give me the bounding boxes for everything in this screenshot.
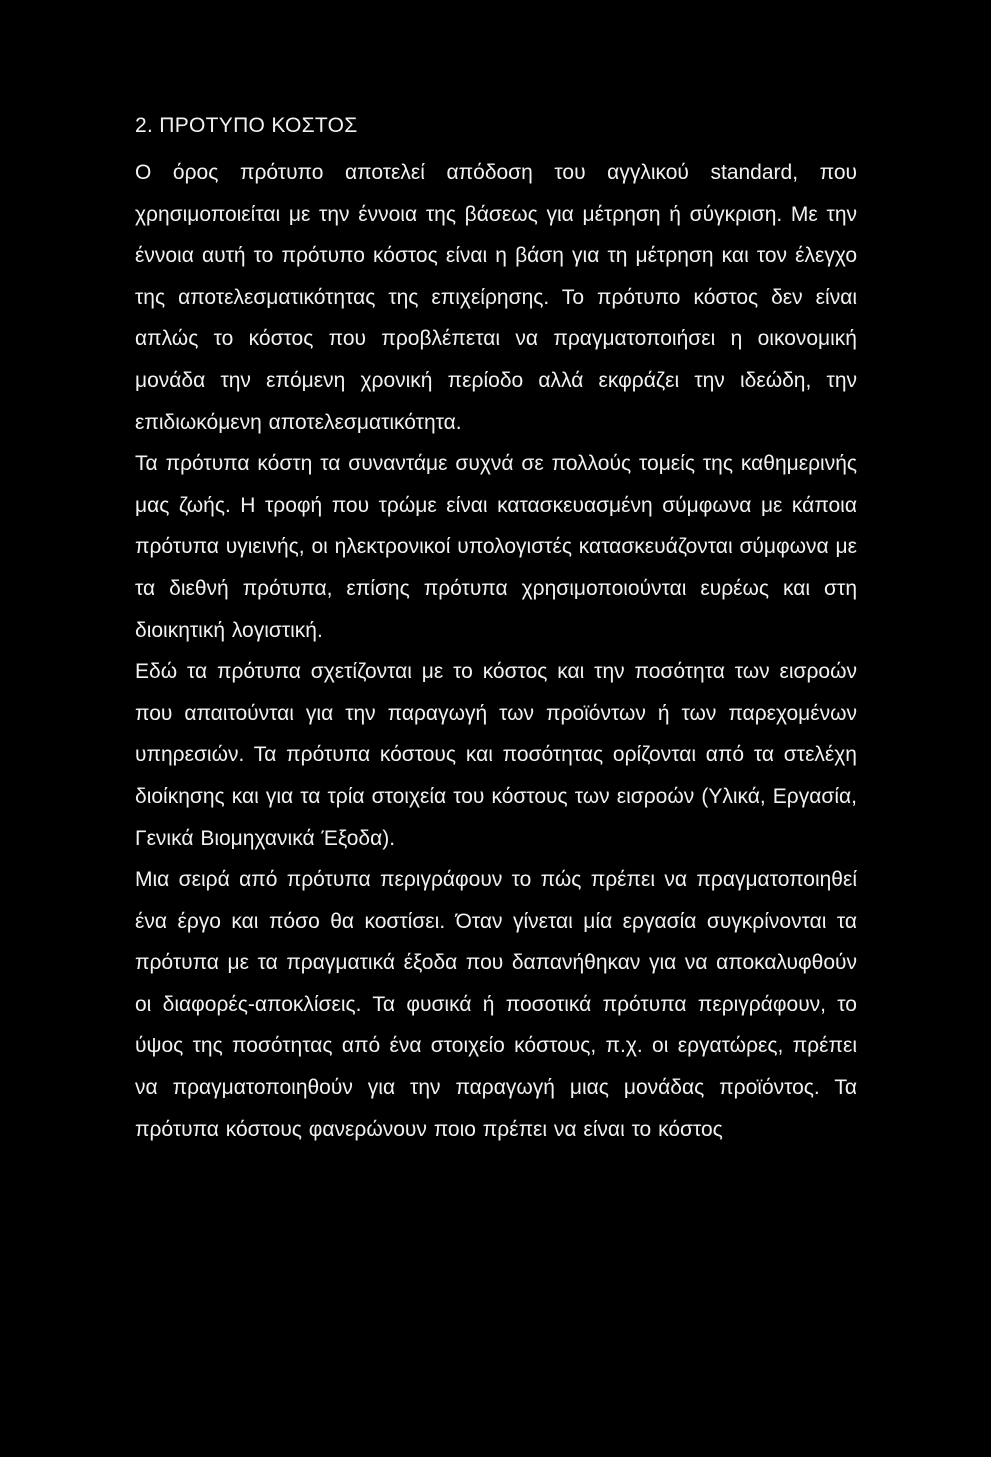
paragraph-definition: Ο όρος πρότυπο αποτελεί απόδοση του αγγλικού standard, που χρησιμοποιείται με την έννοια της βάσεως για μέτρηση ή σύγκριση. Με την έννοια αυτή το πρότυπο κόστος είναι η βάση για τη μέτρηση και τον έλεγχο της αποτελεσματικότητας της επιχείρησης. Το πρότυπο κόστος δεν είναι απλώς το κόστος που προβλέπεται να πραγματοποιήσει η οικονομική μονάδα την επόμενη χρονική περίοδο αλλά εκφράζει την ιδεώδη, την επιδιωκόμενη αποτελεσματικότητα. xyxy=(135,161,857,434)
paragraph-cost-inputs: Εδώ τα πρότυπα σχετίζονται με το κόστος και την ποσότητα των εισροών που απαιτούνται για την παραγωγή των προϊόντων ή των παρεχομένων υπηρεσιών. Τα πρότυπα κόστους και ποσότητας ορίζονται από τα στελέχη διοίκησης και για τα τρία στοιχεία του κόστους των εισροών (Υλικά, Εργασία, Γενικά Βιομηχανικά Έξοδα). xyxy=(135,660,857,850)
section-heading: 2. ΠΡΟΤΥΠΟ ΚΟΣΤΟΣ xyxy=(135,114,358,137)
document-page xyxy=(135,110,857,1150)
paragraph-everyday-examples: Τα πρότυπα κόστη τα συναντάμε συχνά σε πολλούς τομείς της καθημερινής μας ζωής. Η τροφή που τρώμε είναι κατασκευασμένη σύμφωνα με κάποια πρότυπα υγιεινής, οι ηλεκτρονικοί υπολογιστές κατασκευάζονται σύμφωνα με τα διεθνή πρότυπα, επίσης πρότυπα χρησιμοποιούνται ευρέως και στη διοικητική λογιστική. xyxy=(135,452,857,642)
paragraph-standards-comparison: Μια σειρά από πρότυπα περιγράφουν το πώς πρέπει να πραγματοποιηθεί ένα έργο και πόσο θα κοστίσει. Όταν γίνεται μία εργασία συγκρίνονται τα πρότυπα με τα πραγματικά έξοδα που δαπανήθηκαν για να αποκαλυφθούν οι διαφορές-αποκλίσεις. Τα φυσικά ή ποσοτικά πρότυπα περιγράφουν, το ύψος της ποσότητας από ένα στοιχείο κόστους, π.χ. οι εργατώρες, πρέπει να πραγματοποιηθούν για την παραγωγή μιας μονάδας προϊόντος. Τα πρότυπα κόστους φανερώνουν ποιο πρέπει να είναι το κόστος xyxy=(135,868,857,1141)
